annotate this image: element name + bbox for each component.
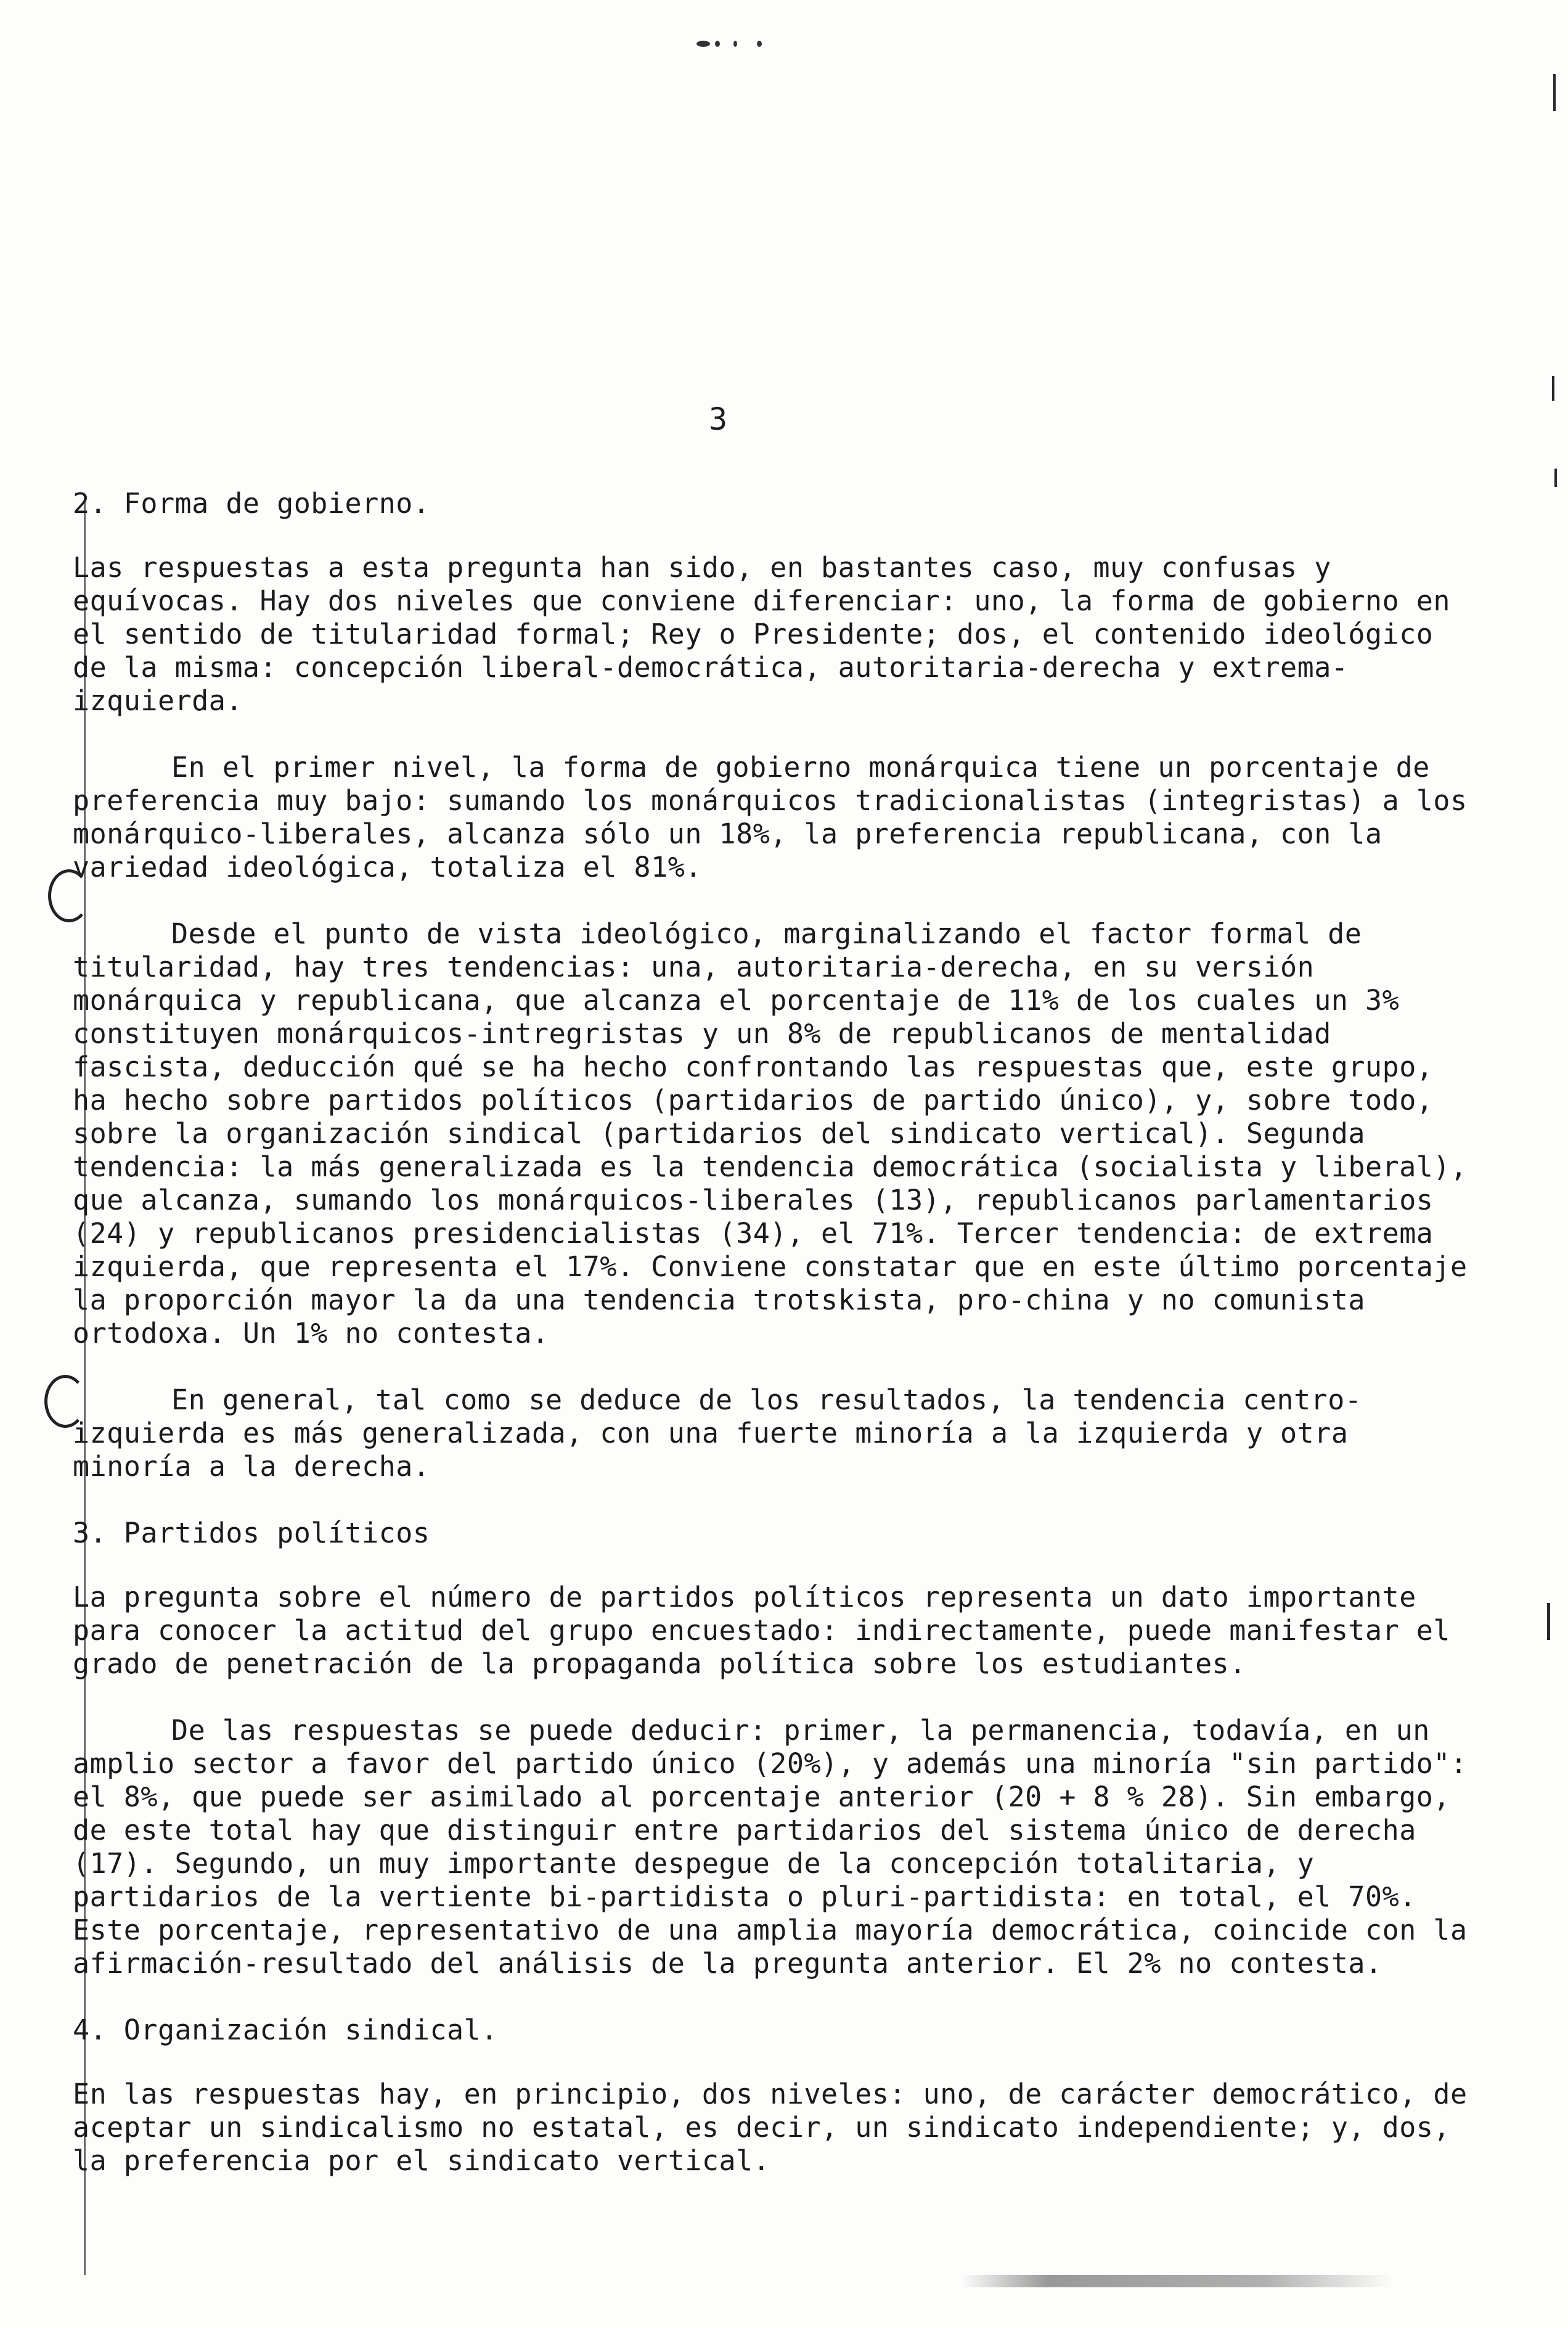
top-ink-marks: [696, 41, 770, 49]
paragraph: En las respuestas hay, en principio, dos niveles: uno, de carácter democrático, de aceptar un sindicalismo no estatal, es decir, un sindicato independiente; y, dos, la preferencia por el sindicato vertical.: [73, 2078, 1485, 2177]
document-body: [73, 487, 1484, 2178]
right-edge-mark: [1547, 1603, 1550, 1640]
paragraph: La pregunta sobre el número de partidos políticos representa un dato importante para conocer la actitud del grupo encuestado: indirectamente, puede manifestar el grado de penetración de la propaganda política sobre los estudiantes.: [73, 1581, 1468, 1680]
paragraph: Desde el punto de vista ideológico, marginalizando el factor formal de titularidad, hay tres tendencias: una, autoritaria-derecha, en su versión monárquica y republicana, que alcanza el porcentaje de 11% de los cuales un 3% constituyen monárquicos-intregristas y un 8% de republicanos de mentalidad fascista, deducción qué se ha hecho confrontando las respuestas que, este grupo, ha hecho sobre partidos políticos (partidarios de partido único), y, sobre todo, sobre la organización sindical (partidarios del sindicato vertical). Segunda tendencia: la más generalizada es la tendencia democrática (socialista y liberal), que alcanza, sumando los monárquicos-liberales (13), republicanos parlamentarios (24) y republicanos presidencialistas (34), el 71%. Tercer tendencia: de extrema izquierda, que representa el 17%. Conviene constatar que en este último porcentaje la proporción mayor la da una tendencia trotskista, pro-china y no comunista ortodoxa. Un 1% no contesta.: [73, 917, 1485, 1350]
paragraph: En el primer nivel, la forma de gobierno monárquica tiene un porcentaje de preferencia muy bajo: sumando los monárquicos tradicionalistas (integristas) a los monárquico-liberales, alcanza sólo un 18%, la preferencia republicana, con la variedad ideológica, totaliza el 81%.: [73, 751, 1485, 883]
right-edge-mark: [1553, 74, 1556, 111]
paragraph: Las respuestas a esta pregunta han sido, en bastantes caso, muy confusas y equívocas. Hay dos niveles que conviene diferenciar: uno, la forma de gobierno en el sentido de titularidad formal; Rey o Presidente; dos, el contenido ideológico de la misma: concepción liberal-democrática, autoritaria-derecha y extrema-izquierda.: [73, 551, 1468, 717]
section-heading: 3. Partidos políticos: [73, 1517, 430, 1549]
bottom-ink-smudge: [962, 2275, 1393, 2287]
right-edge-mark: [1554, 469, 1557, 487]
right-edge-mark: [1552, 376, 1554, 401]
section-heading: 4. Organización sindical.: [73, 2014, 498, 2046]
section-heading: 2. Forma de gobierno.: [73, 487, 430, 520]
paragraph: De las respuestas se puede deducir: primer, la permanencia, todavía, en un amplio sector a favor del partido único (20%), y además una minoría "sin partido": el 8%, que puede ser asimilado al porcentaje anterior (20 + 8 % 28). Sin embargo, de este total hay que distinguir entre partidarios del sistema único de derecha (17). Segundo, un muy importante despegue de la concepción totalitaria, y partidarios de la vertiente bi-partidista o pluri-partidista: en total, el 70%. Este porcentaje, representativo de una amplia mayoría democrática, coincide con la afirmación-resultado del análisis de la pregunta anterior. El 2% no contesta.: [73, 1714, 1485, 1980]
paragraph: En general, tal como se deduce de los resultados, la tendencia centro-izquierda es más generalizada, con una fuerte minoría a la izquierda y otra minoría a la derecha.: [73, 1383, 1366, 1483]
page-number: 3: [709, 401, 728, 437]
